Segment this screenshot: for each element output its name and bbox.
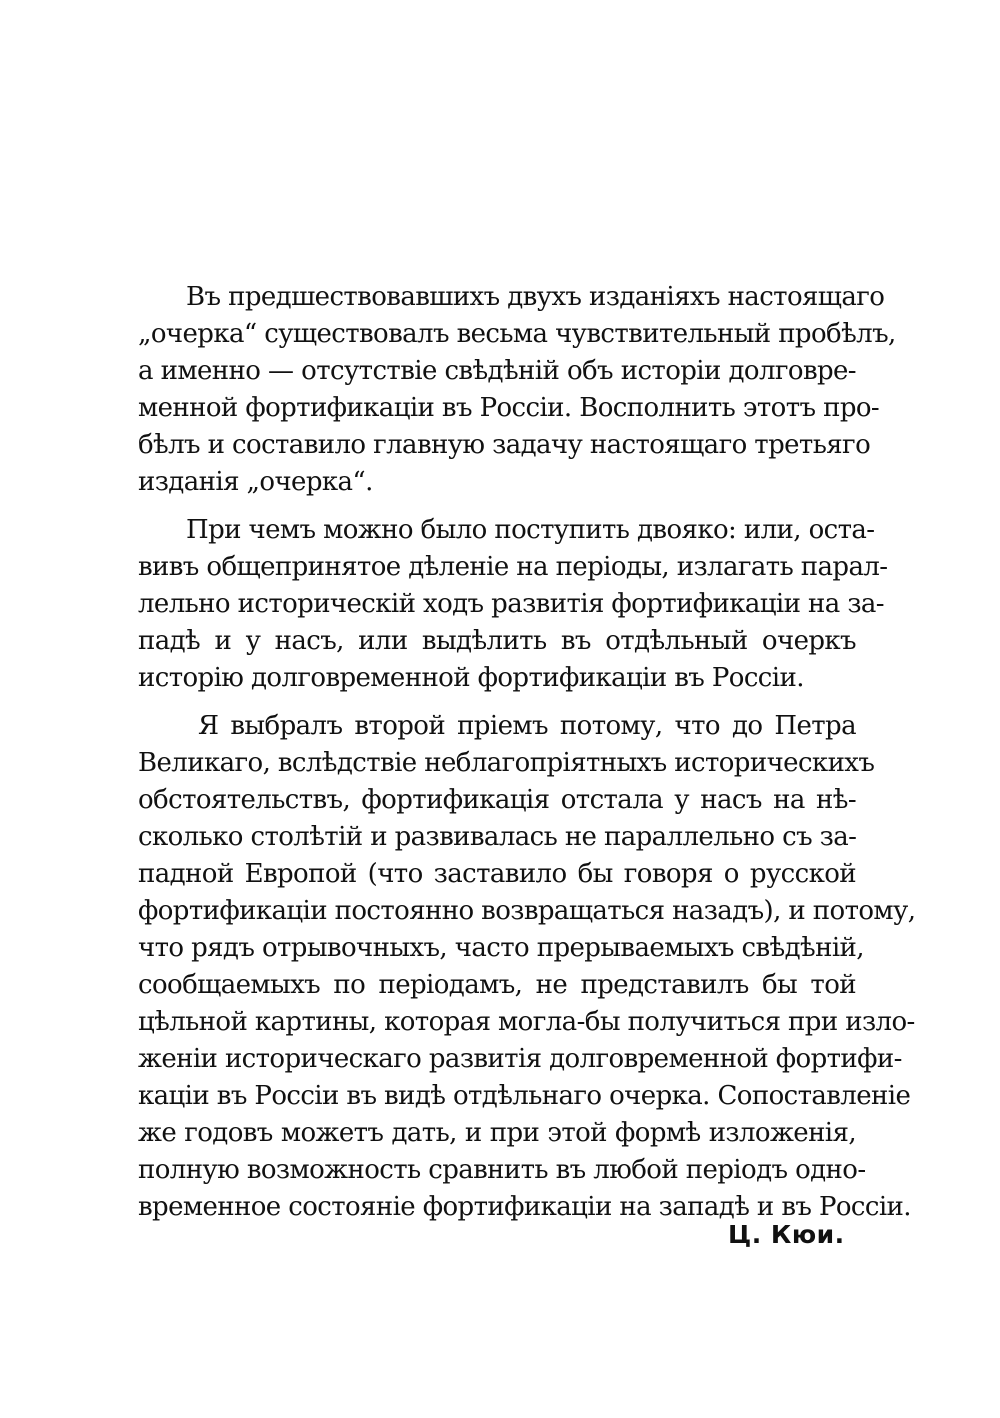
- preface-text: [138, 279, 916, 1226]
- paragraph-3-line-9: цѣльной картины, которая могла-бы получиться при изло-: [138, 1007, 915, 1037]
- paragraph-2-line-3: лельно историческій ходъ развитія фортификаціи на за-: [138, 589, 884, 619]
- paragraph-gap: [138, 697, 856, 708]
- paragraph-3-line-5: падной Европой (что заставило бы говоря о русской: [138, 859, 856, 889]
- author-signature: Ц. Кюи.: [728, 1220, 845, 1249]
- paragraph-2-line-2: вивъ общепринятое дѣленіе на періоды, излагать парал-: [138, 552, 888, 582]
- paragraph-1-line-3: а именно — отсутствіе свѣдѣній объ исторіи долговре-: [138, 356, 856, 386]
- paragraph-3-line-2: Великаго, вслѣдствіе неблагопріятныхъ историческихъ: [138, 748, 875, 778]
- paragraph-3-line-6: фортификаціи постоянно возвращаться назадъ), и потому,: [138, 896, 916, 926]
- paragraph-3-line-4: сколько столѣтій и развивалась не параллельно съ за-: [138, 822, 857, 852]
- paragraph-1-line-5: бѣлъ и составило главную задачу настоящаго третьяго: [138, 430, 871, 460]
- paragraph-gap: [138, 501, 856, 512]
- paragraph-3-line-14: временное состояніе фортификаціи на западѣ и въ Россіи.: [138, 1192, 911, 1222]
- paragraph-3-line-1: Я выбралъ второй пріемъ потому, что до Петра: [198, 711, 856, 741]
- paragraph-2-line-4: падѣ и у насъ, или выдѣлить въ отдѣльный очеркъ: [138, 626, 856, 656]
- paragraph-3-line-13: полную возможность сравнить въ любой періодъ одно-: [138, 1155, 866, 1185]
- paragraph-3-line-8: сообщаемыхъ по періодамъ, не представилъ бы той: [138, 970, 856, 1000]
- paragraph-3-line-10: женіи историческаго развитія долговременной фортифи-: [138, 1044, 902, 1074]
- paragraph-3-line-11: каціи въ Россіи въ видѣ отдѣльнаго очерка. Сопоставленіе: [138, 1081, 911, 1111]
- paragraph-1-line-4: менной фортификаціи въ Россіи. Восполнить этотъ про-: [138, 393, 880, 423]
- paragraph-3-line-7: что рядъ отрывочныхъ, часто прерываемыхъ свѣдѣній,: [138, 933, 864, 963]
- paragraph-2-line-5: исторію долговременной фортификаціи въ Россіи.: [138, 663, 804, 693]
- paragraph-1-line-2: „очерка“ существовалъ весьма чувствительный пробѣлъ,: [138, 319, 896, 349]
- paragraph-3-line-3: обстоятельствъ, фортификація отстала у насъ на нѣ-: [138, 785, 856, 815]
- paragraph-2-line-1: При чемъ можно было поступить двояко: или, оста-: [186, 515, 875, 545]
- paragraph-3-line-12: же годовъ можетъ дать, и при этой формѣ изложенія,: [138, 1118, 856, 1148]
- paragraph-1-line-6: изданія „очерка“.: [138, 467, 373, 497]
- paragraph-1-line-1: Въ предшествовавшихъ двухъ изданіяхъ настоящаго: [186, 282, 885, 312]
